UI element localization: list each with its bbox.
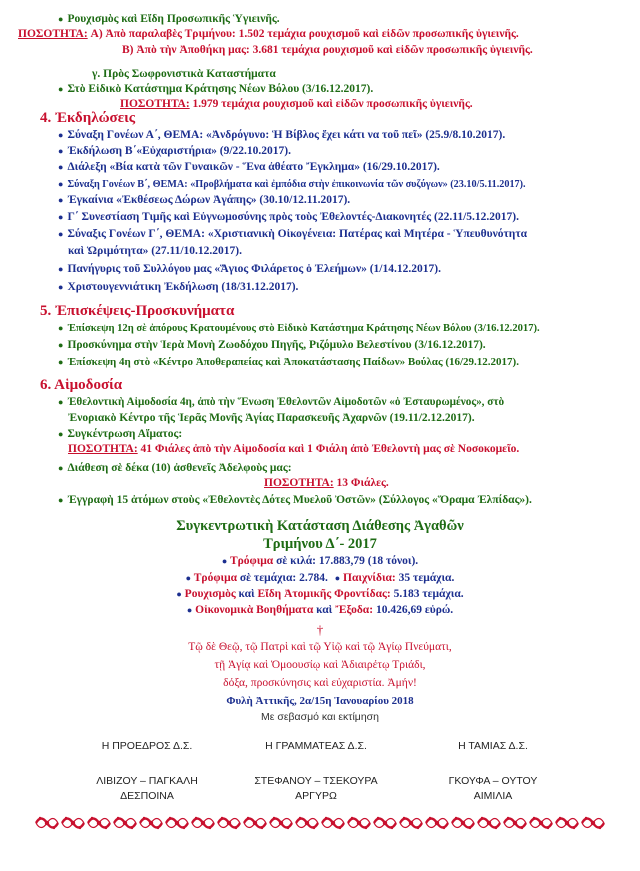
blood-item <box>58 493 532 507</box>
event-text: Διάλεξη «Βία κατὰ τῶν Γυναικῶν - Ἕνα ἀθέατο Ἔγκλημα» (16/29.10.2017). <box>67 161 440 173</box>
event-item <box>58 280 298 294</box>
quantity-label: ΠΟΣΟΤΗΤΑ: <box>18 28 88 40</box>
bullet-icon: ● <box>58 212 64 222</box>
bullet-icon: ● <box>58 179 64 189</box>
blood-qty-line <box>68 442 519 456</box>
event-item <box>58 210 519 224</box>
event-item-cont: καὶ Ὡριμότητα» (27.11/10.12.2017). <box>68 245 242 257</box>
food-pcs-value: σὲ τεμάχια: 2.784. <box>239 572 328 584</box>
event-item <box>58 193 350 207</box>
visit-item <box>58 338 486 352</box>
blood-item <box>58 461 292 475</box>
bullet-icon: ● <box>58 397 64 407</box>
summary-financial <box>0 604 640 616</box>
expenses-label: Ἔξοδα: <box>335 604 374 616</box>
correctional-text: Στὸ Εἰδικὸ Κατάστημα Κράτησης Νέων Βόλου (3/16.12.2017). <box>67 83 374 95</box>
quantity-label: ΠΟΣΟΤΗΤΑ: <box>68 443 138 455</box>
visit-text: Ἐπίσκεψη 4η στὸ «Κέντρο Ἀποθεραπείας καὶ Ἀποκατάστασης Παίδων» Βούλας (16/29.12.2017). <box>67 356 519 368</box>
qty-a-text: A) Ἀπὸ παραλαβὲς Τριμήνου: 1.502 τεμάχια ρουχισμοῦ καὶ εἰδῶν προσωπικῆς ὑγιεινῆς. <box>90 28 519 40</box>
visit-text: Ἐπίσκεψη 12η σὲ ἀπόρους Κρατουμένους στὸ Εἰδικὸ Κατάστημα Κράτησης Νέων Βόλου (3/16.12.2017). <box>67 323 540 334</box>
signature-title: Η ΤΑΜΙΑΣ Δ.Σ. <box>458 740 528 752</box>
correctional-qty-text: 1.979 τεμάχια ρουχισμοῦ καὶ εἰδῶν προσωπικῆς ὑγιεινῆς. <box>192 98 473 110</box>
blood-text: Διάθεση σὲ δέκα (10) ἀσθενεῖς Ἀδελφοὺς μας: <box>67 462 292 474</box>
quantity-label: ΠΟΣΟΤΗΤΑ: <box>264 477 334 489</box>
bullet-icon: ● <box>58 130 64 140</box>
correctional-qty-line <box>120 97 473 111</box>
bullet-icon: ● <box>58 146 64 156</box>
visit-item <box>58 355 519 369</box>
signature-name: ΣΤΕΦΑΝΟΥ – ΤΣΕΚΟΥΡΑ <box>254 775 378 787</box>
clothing-and: καὶ <box>238 588 255 600</box>
signature-name: ΑΡΓΥΡΩ <box>295 790 337 802</box>
qty-a-line <box>18 27 519 41</box>
financial-value: 10.426,69 εὐρώ. <box>375 604 454 616</box>
blood-heading: 6. Αἱμοδοσία <box>40 377 123 393</box>
visits-heading: 5. Ἐπισκέψεις-Προσκυνήματα <box>40 303 235 319</box>
bullet-icon: ● <box>221 556 228 566</box>
signature-title: Η ΓΡΑΜΜΑΤΕΑΣ Δ.Σ. <box>265 740 367 752</box>
bullet-icon: ● <box>58 495 64 505</box>
event-text: Γ΄ Συνεστίαση Τιμῆς καὶ Εὐγνωμοσύνης πρὸς τοὺς Ἐθελοντές-Διακονητές (22.11/5.12.2017). <box>67 211 519 223</box>
bullet-icon: ● <box>58 84 64 94</box>
quantity-label: ΠΟΣΟΤΗΤΑ: <box>120 98 190 110</box>
bullet-icon: ● <box>186 605 193 615</box>
summary-clothing <box>0 588 640 600</box>
bullet-icon: ● <box>58 463 64 473</box>
food-kg-label: Τρόφιμα <box>229 555 274 567</box>
signature-treasurer <box>398 740 588 804</box>
doxology-line-2: τῇ Ἁγίᾳ καὶ Ὁμοουσίῳ καὶ Ἀδιαιρέτῳ Τριάδι, <box>214 659 426 671</box>
qty-b-text: B) Ἀπὸ τὴν Ἀποθήκη μας: 3.681 τεμάχια ρουχισμοῦ καὶ εἰδῶν προσωπικῆς ὑγιεινῆς. <box>122 44 533 56</box>
event-text: Σύναξη Γονέων Α΄, ΘΕΜΑ: «Ἀνδρόγυνο: Ἡ Βίβλος ἔχει κάτι να τοῦ πεῖ» (25.9/8.10.2017). <box>67 129 506 141</box>
food-pcs-label: Τρόφιμα <box>193 572 238 584</box>
bullet-icon: ● <box>58 162 64 172</box>
blood-item <box>58 427 182 441</box>
blood-item <box>58 395 504 409</box>
blood-qty2-line <box>264 476 389 490</box>
place-date: Φυλὴ Ἀττικῆς, 2α/15η Ἰανουαρίου 2018 <box>226 695 414 707</box>
bullet-icon: ● <box>58 282 64 292</box>
summary-subtitle: Τριμήνου Δ΄- 2017 <box>263 536 377 552</box>
visit-item <box>58 321 540 336</box>
signature-title: Η ΠΡΟΕΔΡΟΣ Δ.Σ. <box>101 740 193 752</box>
clothing-label: Ρουχισμὸς <box>184 588 236 600</box>
toys-value: 35 τεμάχια. <box>398 572 455 584</box>
hygiene-item <box>58 12 280 26</box>
event-item <box>58 262 441 276</box>
blood-text: Ἐθελοντικὴ Αἱμοδοσία 4η, ἀπὸ τὴν Ἕνωση Ἐθελοντῶν Αἱμοδοτῶν «ὁ Ἐσταυρωμένος», στὸ <box>67 396 505 408</box>
event-item <box>58 160 440 174</box>
event-text: Ἐγκαίνια «Ἐκθέσεως Δώρων Ἀγάπης» (30.10/12.11.2017). <box>67 194 351 206</box>
signature-president <box>52 740 242 804</box>
financial-and: καὶ <box>316 604 333 616</box>
correctional-heading: γ. Πρὸς Σωφρονιστικὰ Καταστήματα <box>92 68 276 80</box>
hygiene-text: Ρουχισμὸς καὶ Εἴδη Προσωπικῆς Ὑγιεινῆς. <box>67 13 280 25</box>
bullet-icon: ● <box>58 340 64 350</box>
signature-name: ΛΙΒΙΖΟΥ – ΠΑΓΚΑΛΗ <box>96 775 198 787</box>
event-text: Σύναξη Γονέων Β΄, ΘΕΜΑ: «Προβλήματα καὶ ἐμπόδια στὴν ἐπικοινωνία τῶν συζύγων» (23.10/5.11.2017). <box>67 179 526 190</box>
summary-food-kg <box>0 555 640 567</box>
care-label: Εἴδη Ἀτομικῆς Φροντίδας: <box>257 588 391 600</box>
event-text: Σύναξις Γονέων Γ΄, ΘΕΜΑ: «Χριστιανικὴ Οἰκογένεια: Πατέρας καὶ Μητέρα - Ὑπευθυνότητα <box>67 228 528 240</box>
blood-qty-text: 41 Φιάλες ἀπὸ τὴν Αἱμοδοσία καὶ 1 Φιάλη ἀπὸ Ἐθελοντὴ μας σὲ Νοσοκομεῖο. <box>140 443 520 455</box>
summary-food-pcs <box>0 572 640 584</box>
financial-label: Οἰκονομικὰ Βοηθήματα <box>195 604 314 616</box>
blood-item-cont: Ἐνοριακὸ Κέντρο τῆς Ἱερᾶς Μονῆς Ἁγίας Παρασκευῆς Ἀχαρνῶν (19.11/2.12.2017). <box>68 412 475 424</box>
signature-name: ΔΕΣΠΟΙΝΑ <box>120 790 174 802</box>
respect-line: Με σεβασμό και εκτίμηση <box>261 711 379 723</box>
toys-label: Παιχνίδια: <box>343 572 396 584</box>
event-text: Πανήγυρις τοῦ Συλλόγου μας «Ἅγιος Φιλάρετος ὁ Ἐλεήμων» (1/14.12.2017). <box>67 263 441 275</box>
summary-title: Συγκεντρωτικὴ Κατάσταση Διάθεσης Ἀγαθῶν <box>176 518 464 534</box>
cross-icon: † <box>316 622 324 637</box>
event-text: Χριστουγεννιάτικη Ἐκδήλωση (18/31.12.2017). <box>67 281 299 293</box>
events-heading: 4. Ἐκδηλώσεις <box>40 110 136 126</box>
food-kg-value: σὲ κιλά: 17.883,79 (18 τόνοι). <box>276 555 419 567</box>
blood-text: Ἐγγραφὴ 15 ἀτόμων στοὺς «Ἐθελοντὲς Δότες Μυελοῦ Ὀστῶν» (Σύλλογος «Ὅραμα Ἐλπίδας»). <box>67 494 532 506</box>
bullet-icon: ● <box>334 573 341 583</box>
bullet-icon: ● <box>185 573 192 583</box>
event-item <box>58 227 527 241</box>
event-item <box>58 128 505 142</box>
bullet-icon: ● <box>58 264 64 274</box>
clothing-value: 5.183 τεμάχια. <box>393 588 464 600</box>
signature-name: ΓΚΟΥΦΑ – ΟΥΤΟΥ <box>448 775 538 787</box>
bullet-icon: ● <box>58 323 64 333</box>
signature-secretary <box>221 740 411 804</box>
visit-text: Προσκύνημα στὴν Ἱερὰ Μονὴ Ζωοδόχου Πηγῆς, Ριζόμυλο Βελεστίνου (3/16.12.2017). <box>67 339 486 351</box>
bullet-icon: ● <box>176 589 182 599</box>
bullet-icon: ● <box>58 229 64 239</box>
qty-b-line <box>122 43 533 57</box>
bullet-icon: ● <box>58 14 64 24</box>
doxology-line-1: Τῷ δὲ Θεῷ, τῷ Πατρὶ καὶ τῷ Υἱῷ καὶ τῷ Ἁγίῳ Πνεύματι, <box>188 641 452 653</box>
ornamental-border-icon <box>34 812 606 834</box>
bullet-icon: ● <box>58 195 64 205</box>
doxology-line-3: δόξα, προσκύνησις καὶ εὐχαριστία. Ἀμήν! <box>223 677 417 689</box>
correctional-item <box>58 82 373 96</box>
signature-name: ΑΙΜΙΛΙΑ <box>473 790 513 802</box>
event-text: Ἐκδήλωση Β΄«Εὐχαριστήρια» (9/22.10.2017). <box>67 145 292 157</box>
event-item <box>58 144 291 158</box>
blood-qty2-text: 13 Φιάλες. <box>336 477 389 489</box>
blood-text: Συγκέντρωση Αἵματος: <box>67 428 183 440</box>
event-item <box>58 177 526 192</box>
bullet-icon: ● <box>58 357 64 367</box>
bullet-icon: ● <box>58 429 64 439</box>
